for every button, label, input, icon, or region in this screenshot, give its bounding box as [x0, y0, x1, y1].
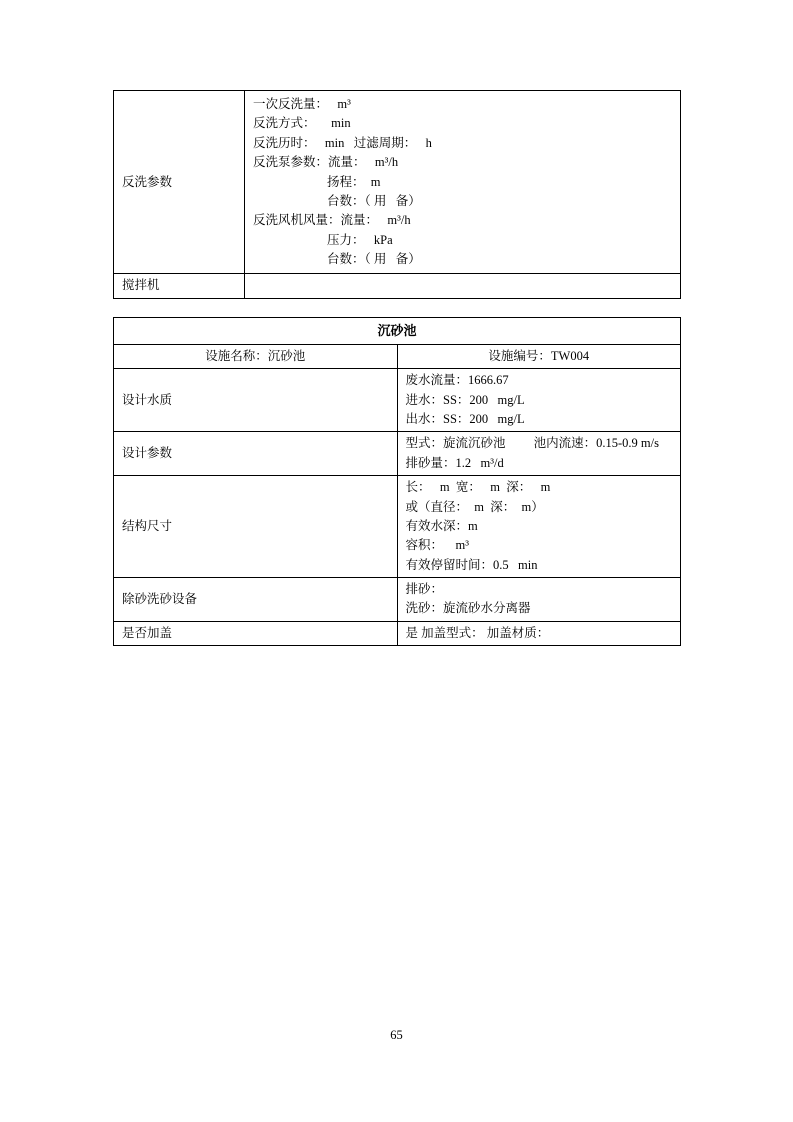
- page-number: 65: [390, 1028, 403, 1042]
- row-value-design-parameters: [397, 432, 681, 476]
- text-line: 扬程： m: [327, 174, 381, 189]
- row-value-structure-size: [397, 476, 681, 578]
- backwash-parameters-table: [113, 90, 681, 299]
- text-line: 或（直径： m 深： m）: [405, 499, 544, 514]
- row-value-covered: 是 加盖型式： 加盖材质：: [397, 621, 681, 645]
- table-row: [114, 91, 681, 274]
- table-row: [114, 369, 681, 432]
- row-label-design-parameters: 设计参数: [114, 432, 398, 476]
- facility-name-cell: 设施名称：沉砂池: [114, 344, 398, 368]
- table-row: [114, 274, 681, 298]
- table-spacer: [113, 299, 681, 317]
- text-line: 洗砂：旋流砂水分离器: [405, 601, 531, 616]
- text-line: 排砂：: [405, 582, 444, 597]
- text-line: 出水：SS：200 mg/L: [405, 412, 525, 427]
- text-line: 有效停留时间：0.5 min: [405, 557, 538, 572]
- row-value-sand-removal-equipment: [397, 578, 681, 622]
- text-line: 台数：（ 用 备）: [327, 193, 421, 208]
- text-line: 台数：（ 用 备）: [327, 252, 421, 266]
- row-value-backwash-parameters: [245, 91, 681, 274]
- text-line: 反洗风机风量：流量： m³/h: [253, 213, 411, 228]
- row-label-mixer: 搅拌机: [114, 274, 245, 298]
- text-line: 长： m 宽： m 深： m: [405, 480, 551, 495]
- row-label-structure-size: 结构尺寸: [114, 476, 398, 578]
- facility-code-cell: 设施编号：TW004: [397, 344, 681, 368]
- row-value-mixer: [245, 274, 681, 298]
- table-row: [114, 578, 681, 622]
- table-row: [114, 621, 681, 645]
- row-label-backwash-parameters: 反洗参数: [114, 91, 245, 274]
- grit-chamber-table: [113, 317, 681, 646]
- row-label-sand-removal-equipment: 除砂洗砂设备: [114, 578, 398, 622]
- text-line: 一次反洗量： m³: [253, 97, 351, 111]
- text-line: 容积： m³: [405, 538, 469, 553]
- page-content: [113, 90, 681, 646]
- text-line: 压力： kPa: [327, 232, 393, 247]
- text-line: 型式：旋流沉砂池 池内流速：0.15-0.9 m/s: [405, 436, 659, 451]
- table-row: [114, 476, 681, 578]
- text-line: 反洗方式： min: [253, 116, 351, 131]
- text-line: 排砂量：1.2 m³/d: [405, 455, 504, 470]
- row-value-design-water-quality: [397, 369, 681, 432]
- text-line: 反洗泵参数：流量： m³/h: [253, 155, 399, 170]
- row-label-design-water-quality: 设计水质: [114, 369, 398, 432]
- text-line: 进水：SS：200 mg/L: [405, 392, 525, 407]
- table-row: [114, 344, 681, 368]
- text-line: 废水流量：1666.67: [405, 373, 509, 388]
- table-row: [114, 432, 681, 476]
- grit-chamber-title: 沉砂池: [114, 317, 681, 344]
- text-line: 有效水深：m: [405, 518, 478, 533]
- row-label-covered: 是否加盖: [114, 621, 398, 645]
- table-title-row: [114, 317, 681, 344]
- text-line: 反洗历时： min 过滤周期： h: [253, 135, 432, 150]
